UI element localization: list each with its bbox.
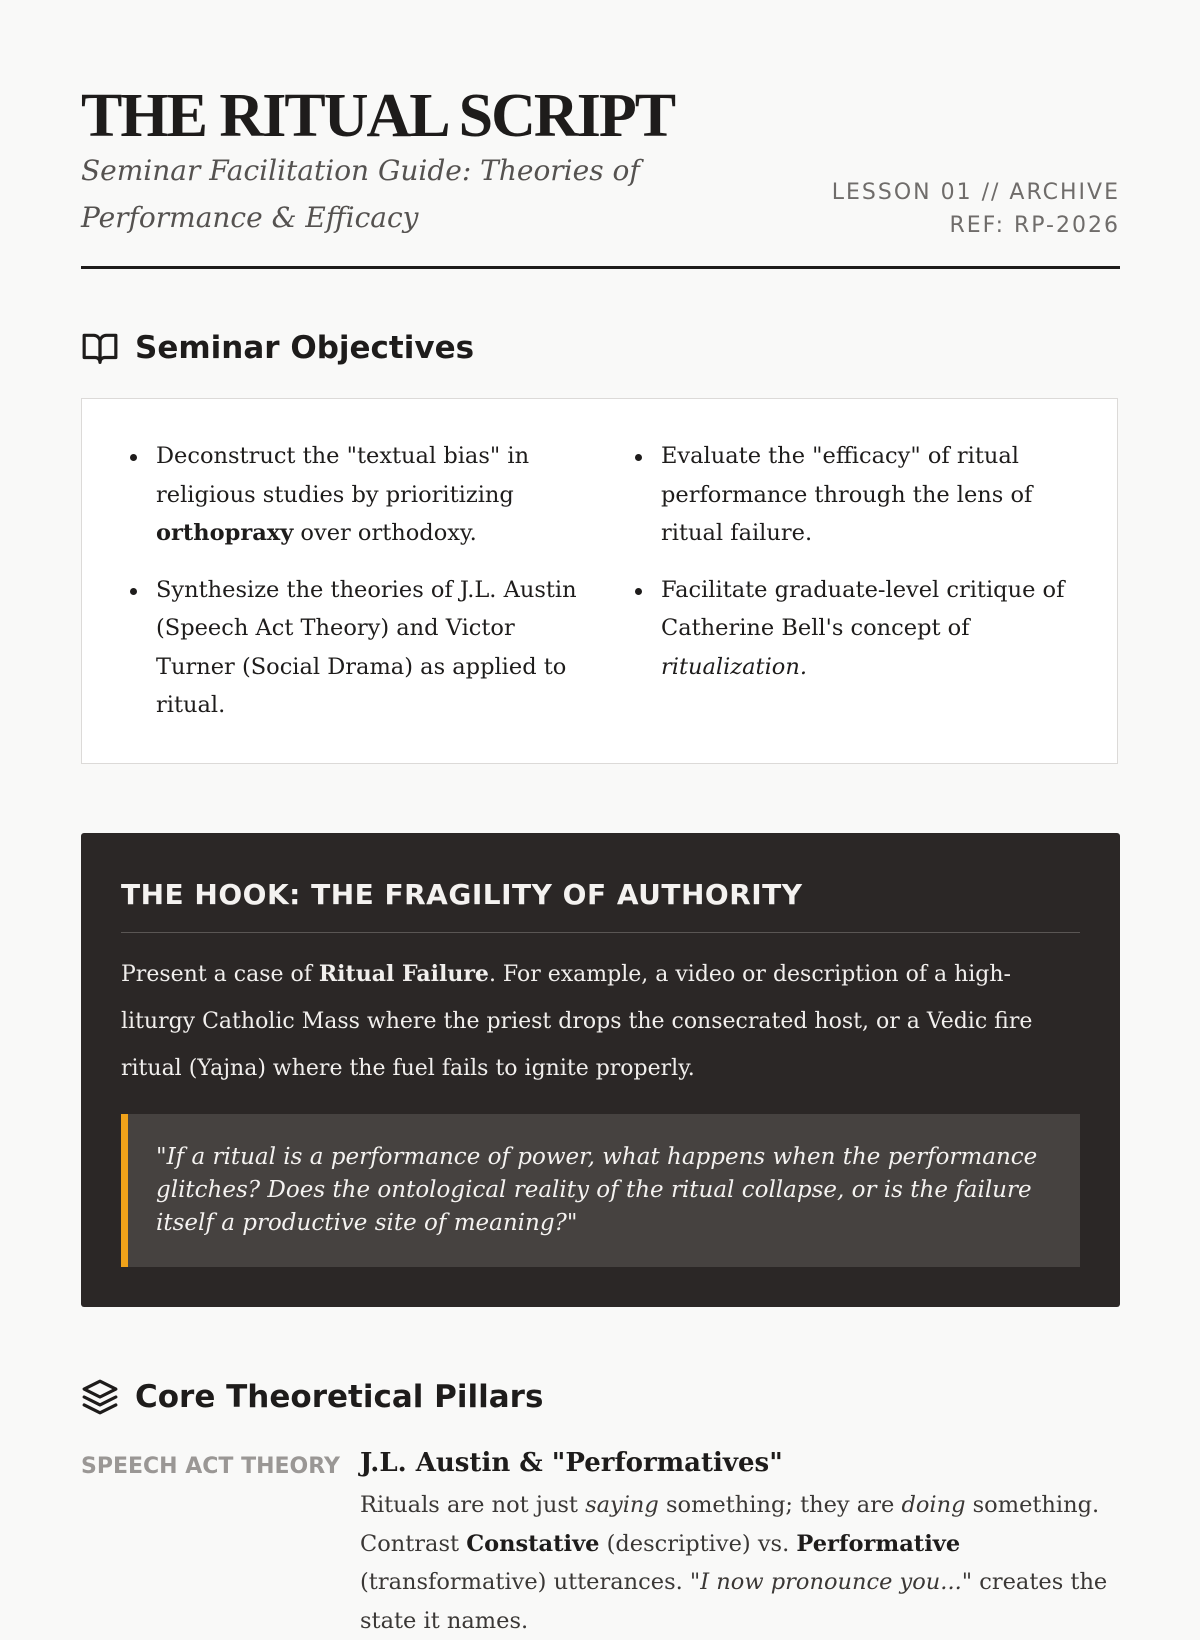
hook-emphasis: Ritual Failure: [318, 961, 489, 987]
pillar-text: (transformative) utterances.: [360, 1569, 690, 1595]
pillar-emphasis: doing: [901, 1492, 966, 1518]
pillar-text: something; they are: [658, 1492, 902, 1518]
pillar-body: [360, 1486, 1120, 1640]
objective-item: [156, 437, 586, 553]
book-open-icon: [81, 329, 119, 367]
hook-quote: "If a ritual is a performance of power, what happens when the performance glitches? Does the ontological reality of the ritual collapse, or is the failure itself a productive site of meaning?": [121, 1114, 1080, 1267]
hook-body: [121, 951, 1081, 1092]
hook-title: THE HOOK: THE FRAGILITY OF AUTHORITY: [121, 878, 803, 911]
page-title: THE RITUAL SCRIPT: [81, 82, 675, 150]
objective-item: [661, 437, 1081, 553]
pillar-title: J.L. Austin & "Performatives": [360, 1448, 783, 1478]
pillar-text: creates the state it names.: [360, 1569, 1108, 1634]
hook-text: . For example, a video or description of a high-liturgy Catholic Mass where the priest drops the consecrated host, or a Vedic fire ritual (Yajna) where the fuel fails to ignite properly.: [121, 962, 1033, 1081]
objective-emphasis: ritualization.: [661, 653, 807, 680]
pillar-example: "I now pronounce you...": [689, 1569, 973, 1595]
objectives-card: [81, 398, 1118, 764]
pillars-title: Core Theoretical Pillars: [135, 1379, 544, 1415]
pillar-text: Rituals are not just: [360, 1492, 586, 1518]
header-divider: [81, 266, 1120, 269]
pillar-term: Constative: [466, 1530, 600, 1557]
pillar-label: SPEECH ACT THEORY: [81, 1454, 340, 1479]
header: [81, 0, 1120, 270]
objective-text: Deconstruct the "textual bias" in religious studies by prioritizing: [156, 443, 530, 508]
pillar-term: Performative: [796, 1530, 961, 1557]
objective-emphasis: orthopraxy: [156, 520, 294, 546]
hook-card: [81, 833, 1120, 1307]
objectives-list-right: [661, 437, 1081, 704]
reference-meta: [832, 176, 1120, 242]
page-subtitle: Seminar Facilitation Guide: Theories of Performance & Efficacy: [81, 154, 640, 234]
lesson-label: LESSON 01 // ARCHIVE: [831, 180, 1120, 205]
objectives-title: Seminar Objectives: [135, 330, 475, 366]
hook-text: Present a case of: [121, 962, 319, 987]
objectives-list-left: [156, 437, 586, 743]
objective-item: [156, 571, 586, 725]
reference-code: REF: RP-2026: [949, 213, 1120, 238]
objective-item: [661, 571, 1081, 687]
pillar-emphasis: saying: [585, 1492, 659, 1518]
page: [81, 0, 1120, 1634]
objective-text: Facilitate graduate-level critique of Catherine Bell's concept of: [661, 576, 1065, 641]
objective-text: Evaluate the "efficacy" of ritual performance through the lens of ritual failure.: [661, 443, 1033, 546]
objective-text: Synthesize the theories of J.L. Austin (Speech Act Theory) and Victor Turner (Social Drama) as applied to ritual.: [156, 576, 577, 718]
objectives-heading: [81, 328, 474, 368]
pillar-text: (descriptive) vs.: [599, 1530, 797, 1557]
pillar-text: something. Contrast: [360, 1492, 1100, 1557]
pillars-heading: [81, 1377, 543, 1417]
hook-divider: [121, 932, 1080, 933]
layers-icon: [81, 1378, 119, 1416]
objective-text: over orthodoxy.: [293, 520, 477, 546]
